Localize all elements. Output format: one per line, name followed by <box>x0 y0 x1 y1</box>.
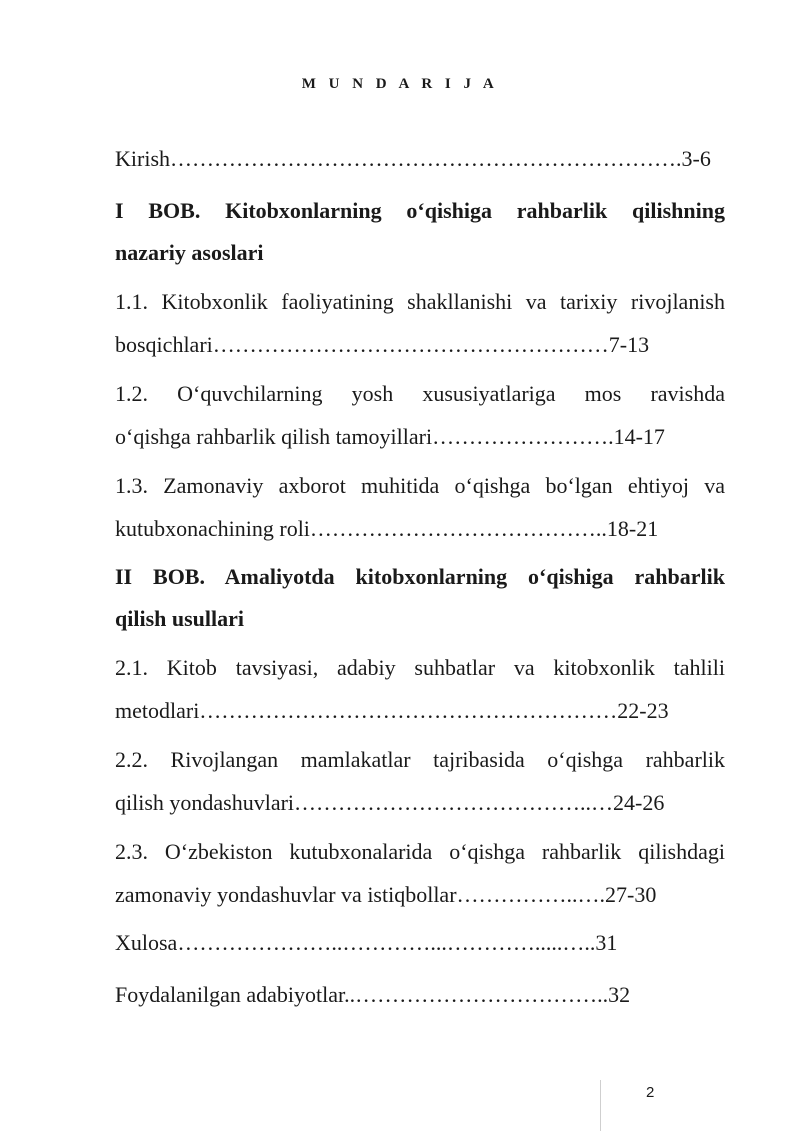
toc-entry-kirish[interactable]: Kirish…………………………………………………………….3-6 <box>115 146 711 171</box>
toc-chapter-2-line-1[interactable]: II BOB. Amaliyotda kitobxonlarning o‘qishiga rahbarlik <box>115 564 725 589</box>
footer-divider <box>600 1080 601 1131</box>
toc-entry-2-3-line-1[interactable]: 2.3. O‘zbekiston kutubxonalarida o‘qishga rahbarlik qilishdagi <box>115 839 725 864</box>
page-number: 2 <box>646 1084 655 1101</box>
toc-entry-1-1-line-2[interactable]: bosqichlari………………………………………………7-13 <box>115 332 650 357</box>
toc-entry-1-2-line-1[interactable]: 1.2. O‘quvchilarning yosh xususiyatlariga mos ravishda <box>115 381 725 406</box>
toc-entry-2-2-line-2[interactable]: qilish yondashuvlari…………………………………..…24-26 <box>115 790 665 815</box>
toc-chapter-1-line-2[interactable]: nazariy asoslari <box>115 240 264 265</box>
toc-entry-2-1-line-1[interactable]: 2.1. Kitob tavsiyasi, adabiy suhbatlar va kitobxonlik tahlili <box>115 655 725 680</box>
toc-entry-xulosa[interactable]: Xulosa…………………..…………...………….....…..31 <box>115 930 618 955</box>
toc-entry-1-1-line-1[interactable]: 1.1. Kitobxonlik faoliyatining shakllanishi va tarixiy rivojlanish <box>115 289 725 314</box>
toc-chapter-2-line-2[interactable]: qilish usullari <box>115 606 245 631</box>
toc-entry-1-3-line-2[interactable]: kutubxonachining roli…………………………………..18-21 <box>115 516 659 541</box>
toc-entry-2-2-line-1[interactable]: 2.2. Rivojlangan mamlakatlar tajribasida o‘qishga rahbarlik <box>115 747 725 772</box>
toc-chapter-1-line-1[interactable]: I BOB. Kitobxonlarning o‘qishiga rahbarlik qilishning <box>115 198 725 223</box>
toc-entry-1-2-line-2[interactable]: o‘qishga rahbarlik qilish tamoyillari…………………….14-17 <box>115 424 665 449</box>
toc-entry-2-1-line-2[interactable]: metodlari…………………………………………………22-23 <box>115 698 669 723</box>
toc-entry-2-3-line-2[interactable]: zamonaviy yondashuvlar va istiqbollar……………..….27-30 <box>115 882 657 907</box>
toc-entry-adabiyotlar[interactable]: Foydalanilgan adabiyotlar..……………………………..32 <box>115 982 631 1007</box>
toc-entry-1-3-line-1[interactable]: 1.3. Zamonaviy axborot muhitida o‘qishga bo‘lgan ehtiyoj va <box>115 473 725 498</box>
page-title: M U N D A R I J A <box>301 76 499 92</box>
